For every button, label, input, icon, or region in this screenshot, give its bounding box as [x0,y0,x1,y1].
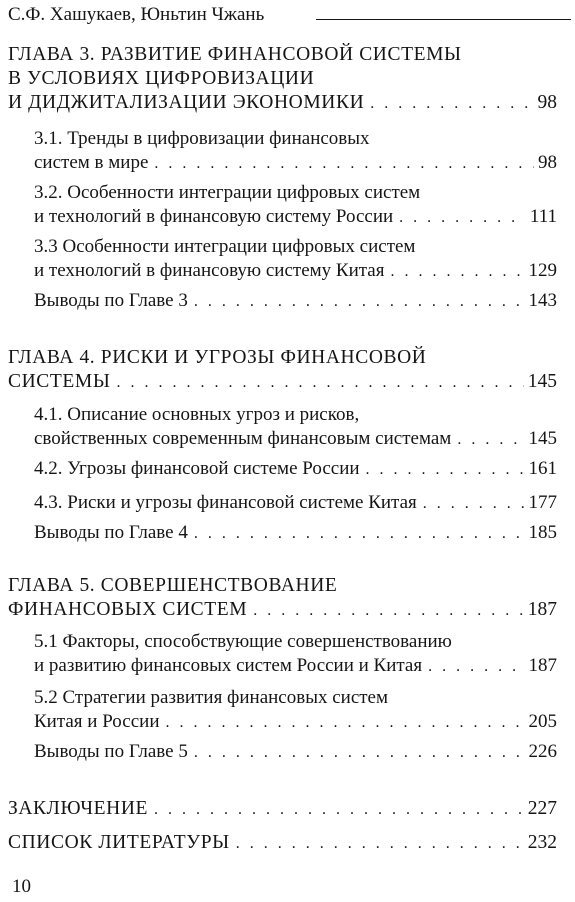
dot-leader [366,457,525,483]
toc-page-number: 226 [528,741,557,762]
toc-line [8,90,557,116]
toc-title-text: 3.2. Особенности интеграции цифровых систем [34,182,421,203]
toc-page-number: 161 [528,458,557,479]
toc-title-text: 4.2. Угрозы финансовой системе России [34,458,360,479]
toc-line [34,629,452,655]
toc-line [34,288,557,314]
toc-title-text: И ДИДЖИТАЛИЗАЦИИ ЭКОНОМИКИ [8,92,365,113]
toc-line [8,66,314,92]
toc-line [34,685,388,711]
dot-leader [166,710,525,736]
toc-title-text: Выводы по Главе 5 [34,741,188,762]
toc-line [34,426,557,452]
toc-line [34,234,415,260]
toc-line [34,520,557,546]
toc-page-number: 185 [528,522,557,543]
dot-leader [370,91,533,117]
dot-leader [457,427,524,453]
toc-line [34,126,370,152]
toc-page-number: 111 [529,206,557,227]
toc-title-text: Выводы по Главе 3 [34,290,188,311]
toc-page-number: 143 [528,290,557,311]
toc-line [8,830,557,856]
toc-line [34,490,557,516]
toc-title-text: Выводы по Главе 4 [34,522,188,543]
toc-title-text: СИСТЕМЫ [8,371,111,392]
toc-title-text: В УСЛОВИЯХ ЦИФРОВИЗАЦИИ [8,68,315,89]
dot-leader [253,598,524,624]
toc-title-text: систем в мире [34,152,149,173]
toc-page-number: 129 [528,260,557,281]
toc-title-text: ЗАКЛЮЧЕНИЕ [8,798,149,819]
toc-line [34,204,557,230]
toc-line [8,597,557,623]
toc-page-number: 98 [537,92,557,113]
toc-title-text: и развитию финансовых систем России и Китая [34,655,423,676]
toc-line [34,709,557,735]
toc-line [8,573,337,599]
toc-title-text: 4.1. Описание основных угроз и рисков, [34,404,360,425]
toc-line [34,456,557,482]
toc-line [34,258,557,284]
toc-page-number: 205 [528,711,557,732]
toc-title-text: и технологий в финансовую систему России [34,206,394,227]
dot-leader [194,521,525,547]
toc-line [34,402,359,428]
dot-leader [399,205,526,231]
toc-page-number: 227 [527,798,557,819]
dot-leader [236,831,524,857]
toc-title-text: и технологий в финансовую систему Китая [34,260,385,281]
toc-title-text: ФИНАНСОВЫХ СИСТЕМ [8,599,248,620]
toc-title-text: 3.3 Особенности интеграции цифровых систем [34,236,416,257]
toc-page-number: 145 [527,371,557,392]
dot-leader [116,370,523,396]
toc-line [34,150,557,176]
toc-line [34,653,557,679]
toc-line [8,369,557,395]
dot-leader [423,491,525,517]
dot-leader [154,151,534,177]
toc-title-text: ГЛАВА 5. СОВЕРШЕНСТВОВАНИЕ [8,575,338,596]
page-number: 10 [12,876,31,897]
toc-title-text: ГЛАВА 4. РИСКИ И УГРОЗЫ ФИНАНСОВОЙ [8,347,427,368]
dot-leader [194,289,525,315]
toc-page-number: 232 [527,832,557,853]
toc-page-number: 98 [538,152,557,173]
toc-title-text: 3.1. Тренды в цифровизации финансовых [34,128,370,149]
header-authors: С.Ф. Хашукаев, Юньтин Чжань [8,4,265,25]
dot-leader [390,259,524,285]
toc-line [8,345,427,371]
toc-line [8,796,557,822]
toc-line [34,739,557,765]
toc-title-text: свойственных современным финансовым системам [34,428,452,449]
toc-title-text: Китая и России [34,711,160,732]
dot-leader [194,740,525,766]
toc-page-number: 145 [528,428,557,449]
toc-page-number: 177 [528,492,557,513]
toc-line [8,42,462,68]
toc-title-text: 4.3. Риски и угрозы финансовой системе Китая [34,492,417,513]
dot-leader [154,797,524,823]
toc-title-text: ГЛАВА 3. РАЗВИТИЕ ФИНАНСОВОЙ СИСТЕМЫ [8,44,462,65]
toc-title-text: 5.1 Факторы, способствующие совершенствованию [34,631,452,652]
toc-line [34,180,420,206]
toc-page-number: 187 [527,599,557,620]
toc-title-text: 5.2 Стратегии развития финансовых систем [34,687,389,708]
dot-leader [428,654,524,680]
toc-page-number: 187 [528,655,557,676]
toc-title-text: СПИСОК ЛИТЕРАТУРЫ [8,832,230,853]
